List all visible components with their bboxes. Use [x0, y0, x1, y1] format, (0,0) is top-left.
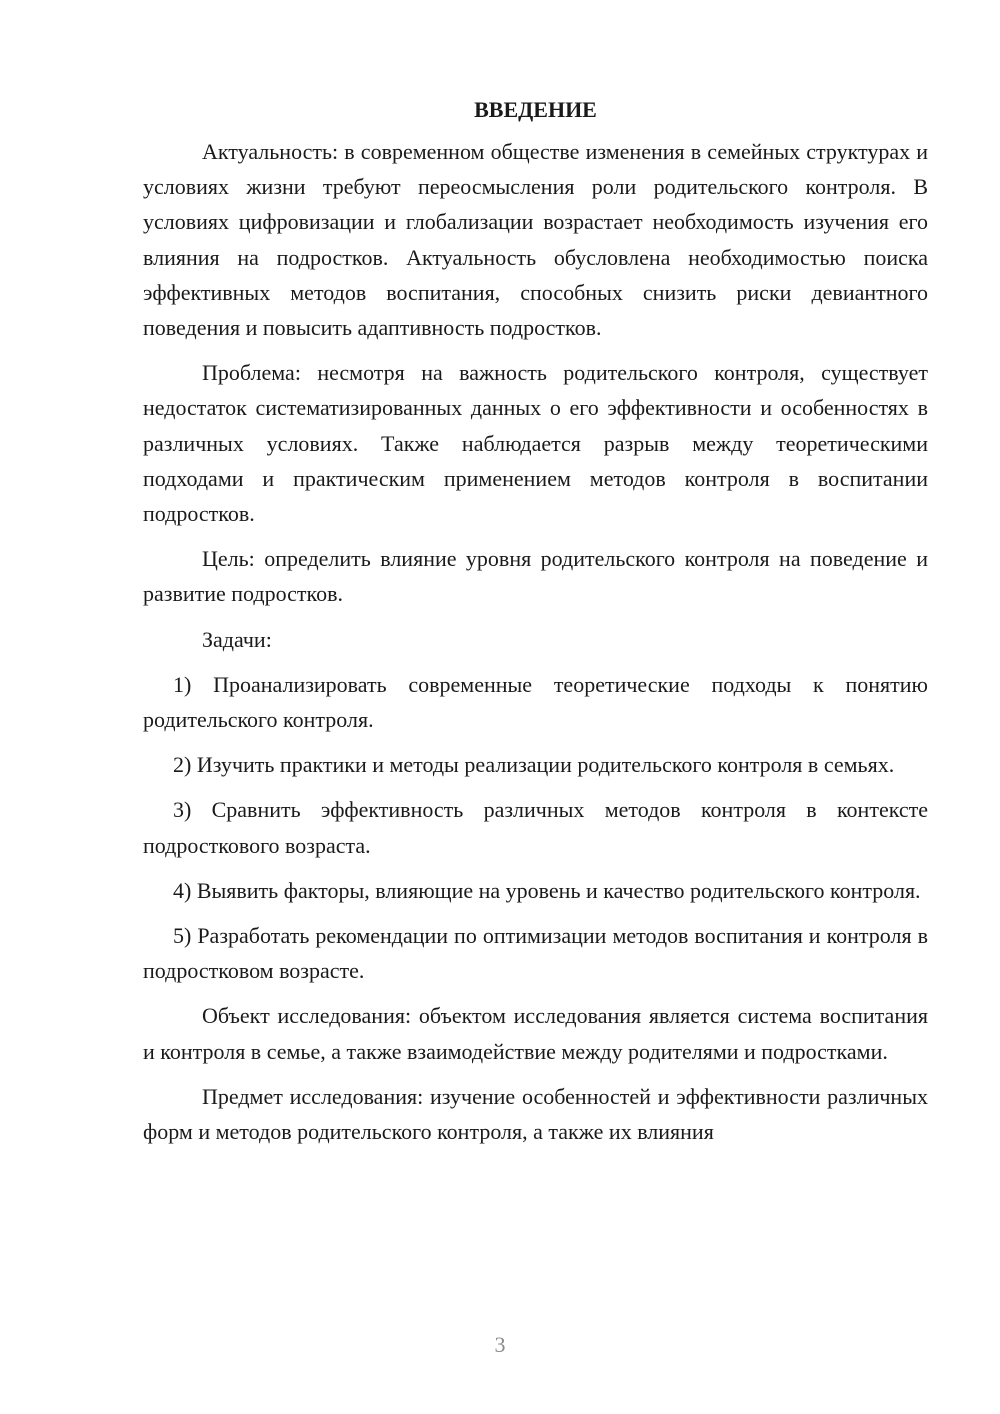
task-item-4: 4) Выявить факторы, влияющие на уровень и качество родительского контроля.	[173, 877, 921, 903]
document-page	[143, 92, 928, 1159]
task-item-5: 5) Разработать рекомендации по оптимизации методов воспитания и контроля в подростковом возрасте.	[143, 923, 928, 984]
task-item-2: 2) Изучить практики и методы реализации родительского контроля в семьях.	[173, 752, 895, 778]
task-item-3: 3) Сравнить эффективность различных методов контроля в контексте подросткового возраста.	[143, 797, 928, 858]
paragraph-subject: Предмет исследования: изучение особенностей и эффективности различных форм и методов родительского контроля, а также их влияния	[143, 1083, 928, 1145]
paragraph-object: Объект исследования: объектом исследования является система воспитания и контроля в семье, а также взаимодействие между родителями и подростками.	[143, 1003, 928, 1064]
tasks-heading: Задачи:	[202, 626, 272, 652]
task-item-1: 1) Проанализировать современные теоретические подходы к понятию родительского контроля.	[143, 671, 928, 733]
paragraph-goal: Цель: определить влияние уровня родительского контроля на поведение и развитие подростков.	[143, 546, 928, 607]
paragraph-relevance: Актуальность: в современном обществе изменения в семейных структурах и условиях жизни требуют переосмысления роли родительского контроля. В условиях цифровизации и глобализации возрастает необходимость изучения его влияния на подростков. Актуальность обусловлена необходимостью поиска эффективных методов воспитания, способных снизить риски девиантного поведения и повысить адаптивность подростков.	[143, 139, 928, 341]
paragraph-problem: Проблема: несмотря на важность родительского контроля, существует недостаток систематизированных данных о его эффективности и особенностях в различных условиях. Также наблюдается разрыв между теоретическими подходами и практическим применением методов контроля в воспитании подростков.	[143, 360, 928, 527]
section-title: ВВЕДЕНИЕ	[474, 97, 597, 122]
page-number: 3	[494, 1332, 506, 1357]
